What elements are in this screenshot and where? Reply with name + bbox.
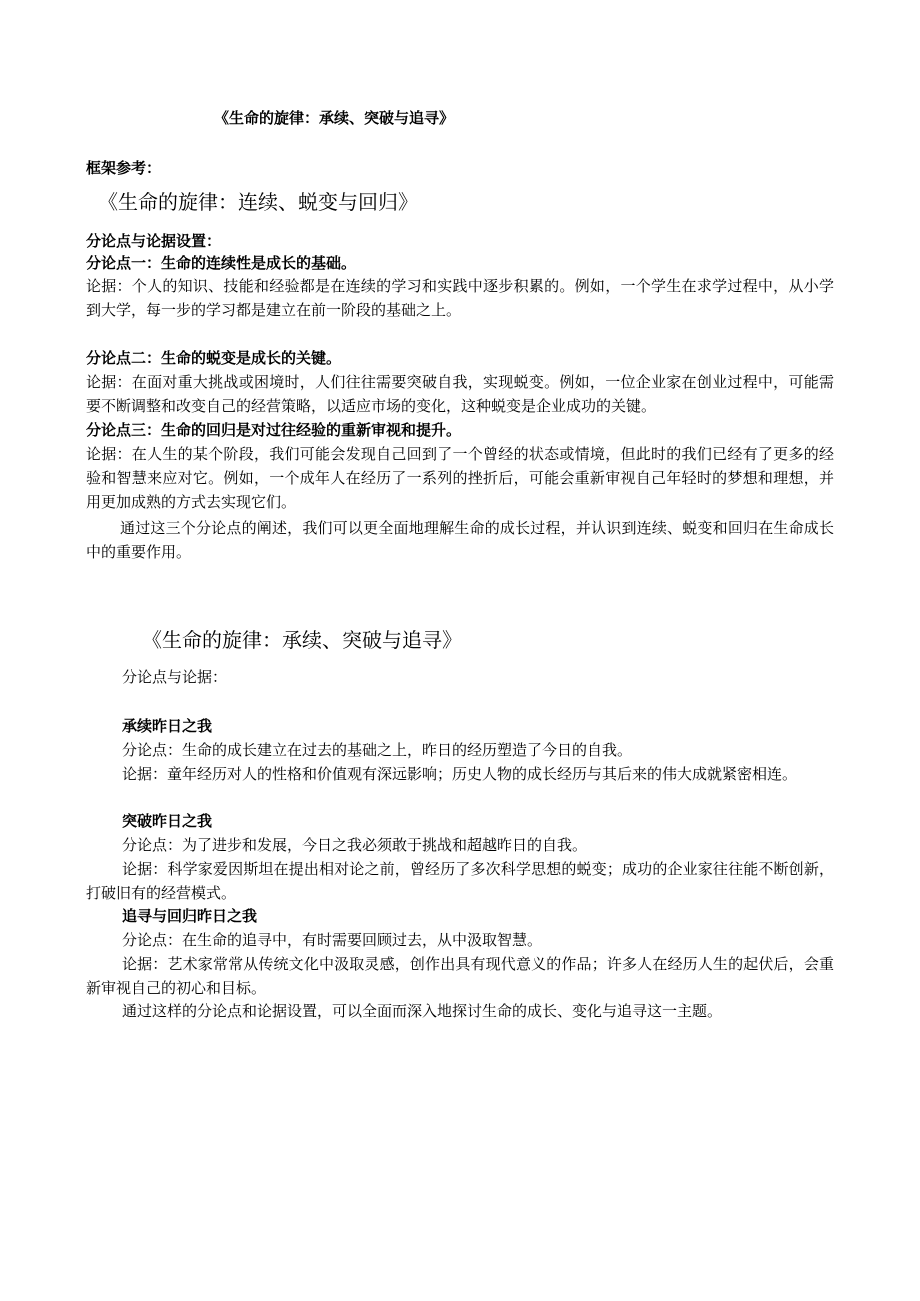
framework1-heading: 分论点与论据设置：: [86, 232, 222, 250]
framework2-heading: 分论点与论据：: [122, 668, 228, 686]
section3-evidence: 论据：艺术家常常从传统文化中汲取灵感，创作出具有现代意义的作品；许多人在经历人生的起伏后，会重新审视自己的初心和目标。: [86, 955, 834, 997]
point3-claim: 分论点三：生命的回归是对过往经验的重新审视和提升。: [86, 421, 462, 439]
framework1-summary: 通过这三个分论点的阐述，我们可以更全面地理解生命的成长过程，并认识到连续、蜕变和回归在生命成长中的重要作用。: [86, 519, 834, 561]
section1-name: 承续昨日之我: [122, 717, 213, 735]
framework2-summary: 通过这样的分论点和论据设置，可以全面而深入地探讨生命的成长、变化与追寻这一主题。: [122, 1002, 723, 1020]
framework2-title: 《生命的旋律：承续、突破与追寻》: [142, 628, 462, 652]
section3-claim: 分论点：在生命的追寻中，有时需要回顾过去，从中汲取智慧。: [122, 931, 543, 949]
framework-label: 框架参考：: [86, 159, 162, 177]
section1-evidence: 论据：童年经历对人的性格和价值观有深远影响；历史人物的成长经历与其后来的伟大成就紧密相连。: [122, 765, 798, 783]
section1-claim: 分论点：生命的成长建立在过去的基础之上，昨日的经历塑造了今日的自我。: [122, 741, 633, 759]
point1-evidence: 论据：个人的知识、技能和经验都是在连续的学习和实践中逐步积累的。例如，一个学生在求学过程中，从小学到大学，每一步的学习都是建立在前一阶段的基础之上。: [86, 277, 834, 319]
section2-name: 突破昨日之我: [122, 812, 213, 830]
section2-claim: 分论点：为了进步和发展，今日之我必须敢于挑战和超越昨日的自我。: [122, 836, 588, 854]
framework1-title: 《生命的旋律：连续、蜕变与回归》: [98, 190, 418, 214]
section3-name: 追寻与回归昨日之我: [122, 907, 258, 925]
document-title: 《生命的旋律：承续、突破与追寻》: [214, 109, 455, 127]
point3-evidence: 论据：在人生的某个阶段，我们可能会发现自己回到了一个曾经的状态或情境，但此时的我们已经有了更多的经验和智慧来应对它。例如，一个成年人在经历了一系列的挫折后，可能会重新审视自己年轻时的梦想和理想，并用更加成熟的方式去实现它们。: [86, 445, 834, 511]
section2-evidence: 论据：科学家爱因斯坦在提出相对论之前，曾经历了多次科学思想的蜕变；成功的企业家往往能不断创新，打破旧有的经营模式。: [86, 860, 834, 902]
point2-claim: 分论点二：生命的蜕变是成长的关键。: [86, 349, 342, 367]
point2-evidence: 论据：在面对重大挑战或困境时，人们往往需要突破自我，实现蜕变。例如，一位企业家在创业过程中，可能需要不断调整和改变自己的经营策略，以适应市场的变化，这种蜕变是企业成功的关键。: [86, 373, 834, 415]
point1-claim: 分论点一：生命的连续性是成长的基础。: [86, 254, 357, 272]
